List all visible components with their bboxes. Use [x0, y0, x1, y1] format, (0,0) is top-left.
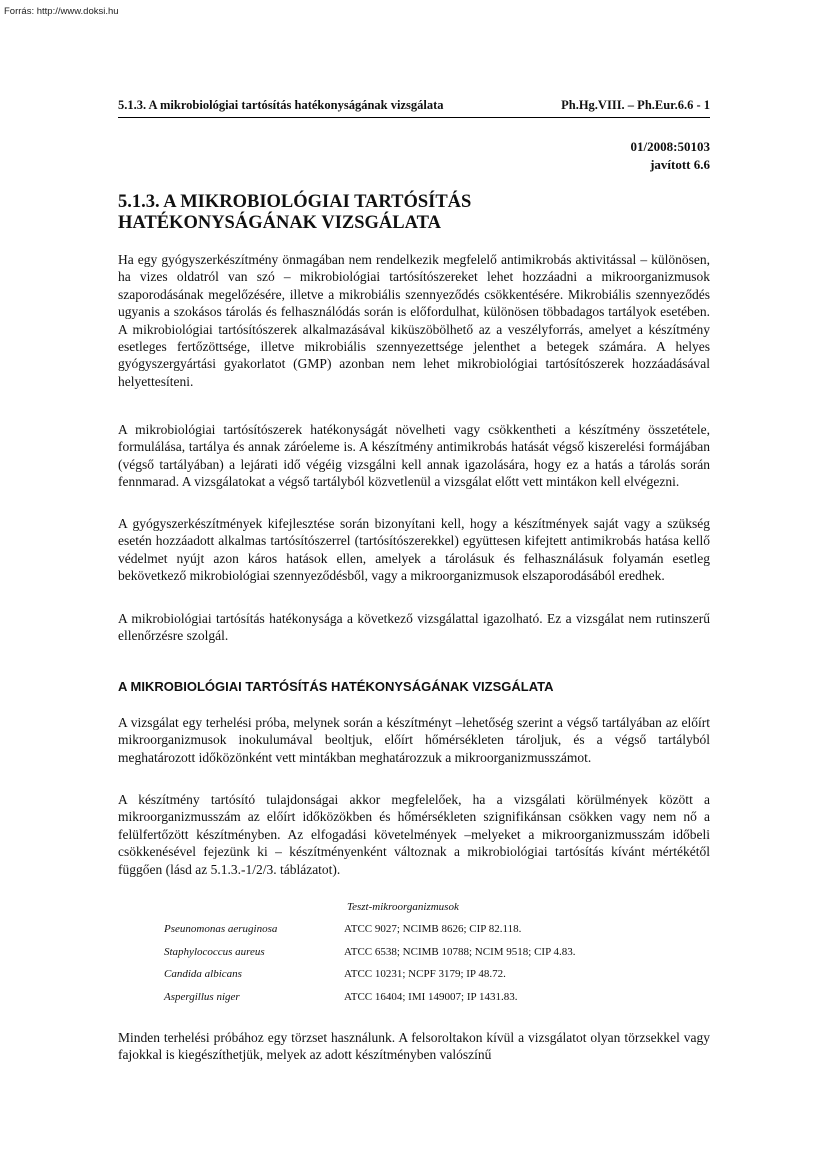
organism-name: Candida albicans: [164, 968, 242, 980]
table-row: [164, 923, 684, 939]
page-title-line-1: 5.1.3. A MIKROBIOLÓGIAI TARTÓSÍTÁS: [118, 192, 472, 212]
document-id-number: 01/2008:50103: [630, 139, 710, 154]
organism-name: Aspergillus niger: [164, 991, 240, 1003]
organism-strain-codes: ATCC 10231; NCPF 3179; IP 48.72.: [344, 968, 506, 980]
document-revision: javított 6.6: [650, 157, 710, 172]
document-id: [631, 138, 710, 174]
organism-strain-codes: ATCC 16404; IMI 149007; IP 1431.83.: [344, 991, 518, 1003]
table-row: [164, 946, 684, 962]
section-heading: A MIKROBIOLÓGIAI TARTÓSÍTÁS HATÉKONYSÁGÁNAK VIZSGÁLATA: [118, 679, 554, 694]
source-url: Forrás: http://www.doksi.hu: [4, 6, 119, 17]
header-title: 5.1.3. A mikrobiológiai tartósítás hatékonyságának vizsgálata: [118, 98, 444, 112]
header-pharmacopoeia-ref: Ph.Hg.VIII. – Ph.Eur.6.6 - 1: [561, 98, 710, 112]
paragraph-acceptance: A készítmény tartósító tulajdonságai akkor megfelelőek, ha a vizsgálati körülmények között a mikroorganizmusszám az előírt időközökben és hőmérsékleten szignifikánsan csökken vagy nem nő a felülfertőzött készítményben. Az elfogadási követelmények –melyeket a mikroorganizmusszám időbeli csökkenésével fejezünk ki – készítményenként változnak a mikrobiológiai tartósítás kívánt mértékétől függően (lásd az 5.1.3.-1/2/3. táblázatot).: [118, 792, 710, 877]
paragraph-efficacy: A mikrobiológiai tartósítószerek hatékonyságát növelheti vagy csökkentheti a készítmény összetétele, formulálása, tartálya és annak záróeleme is. A készítmény antimikrobás hatását végső kiszerelési formájában (végső tartályában) a lejárati idő végéig vizsgálni kell annak igazolására, hogy ez a hatás a tárolás során fennmarad. A vizsgálatokat a végső tartályból közvetlenül a vizsgálat előtt vett mintákon kell elvégezni.: [118, 422, 710, 490]
organism-name: Pseunomonas aeruginosa: [164, 923, 278, 935]
organism-strain-codes: ATCC 9027; NCIMB 8626; CIP 82.118.: [344, 923, 522, 935]
table-row: [164, 991, 684, 1007]
paragraph-verification: A mikrobiológiai tartósítás hatékonysága a következő vizsgálattal igazolható. Ez a vizsgálat nem rutinszerű ellenőrzésre szolgál.: [118, 611, 710, 644]
organism-strain-codes: ATCC 6538; NCIMB 10788; NCIM 9518; CIP 4.83.: [344, 946, 576, 958]
page-title: [118, 192, 710, 234]
paragraph-challenge-test: A vizsgálat egy terhelési próba, melynek során a készítményt –lehetőség szerint a végső tartályában az előírt mikroorganizmusok inokulumával beoltjuk, előírt hőmérsékleten tároljuk, és a végső tartályból meghatározott időközönként vett mintákban meghatározzuk a mikroorganizmusszámot.: [118, 715, 710, 765]
paragraph-strains: Minden terhelési próbához egy törzset használunk. A felsoroltakon kívül a vizsgálatot olyan törzsekkel vagy fajokkal is kiegészíthetjük, melyek az adott készítményben valószínű: [118, 1030, 710, 1063]
paragraph-intro: Ha egy gyógyszerkészítmény önmagában nem rendelkezik megfelelő antimikrobás aktivitással – különösen, ha vizes oldatról van szó – mikrobiológiai tartósítószereket lehet hozzáadni a mikroorganizmusok szaporodásának megelőzésére, illetve a mikrobiális szennyeződés csökkentésére. Mikrobiális szennyeződés ugyanis a szokásos tárolás és felhasználódás során is előfordulhat, különösen többadagos tartályok esetében. A mikrobiológiai tartósítószerek alkalmazásával kiküszöbölhető az a veszélyforrás, amelyet a készítmény esetleges fertőzöttsége, illetve mikrobiális szennyezettsége jelenthet a betegek számára. A helyes gyógyszergyártási gyakorlatot (GMP) azonban nem lehet mikrobiológiai tartósítószerek hozzáadásával helyettesíteni.: [118, 252, 710, 389]
table-row: [164, 968, 684, 984]
organism-name: Staphylococcus aureus: [164, 946, 265, 958]
page-title-line-2: HATÉKONYSÁGÁNAK VIZSGÁLATA: [118, 213, 441, 233]
organisms-table-title: Teszt-mikroorganizmusok: [347, 901, 459, 913]
paragraph-development: A gyógyszerkészítmények kifejlesztése során bizonyítani kell, hogy a készítmények saját vagy a szükség esetén hozzáadott alkalmas tartósítószerrel (tartósítószerekkel) együttesen kifejtett antimikrobás hatása kellő védelmet nyújt azon káros hatások ellen, amelyek a tárolásuk és felhasználásuk folyamán esetleg bekövetkező mikrobiológiai szennyeződésből, vagy a mikroorganizmusok elszaporodásából eredhek.: [118, 516, 710, 584]
running-header: [118, 97, 710, 118]
